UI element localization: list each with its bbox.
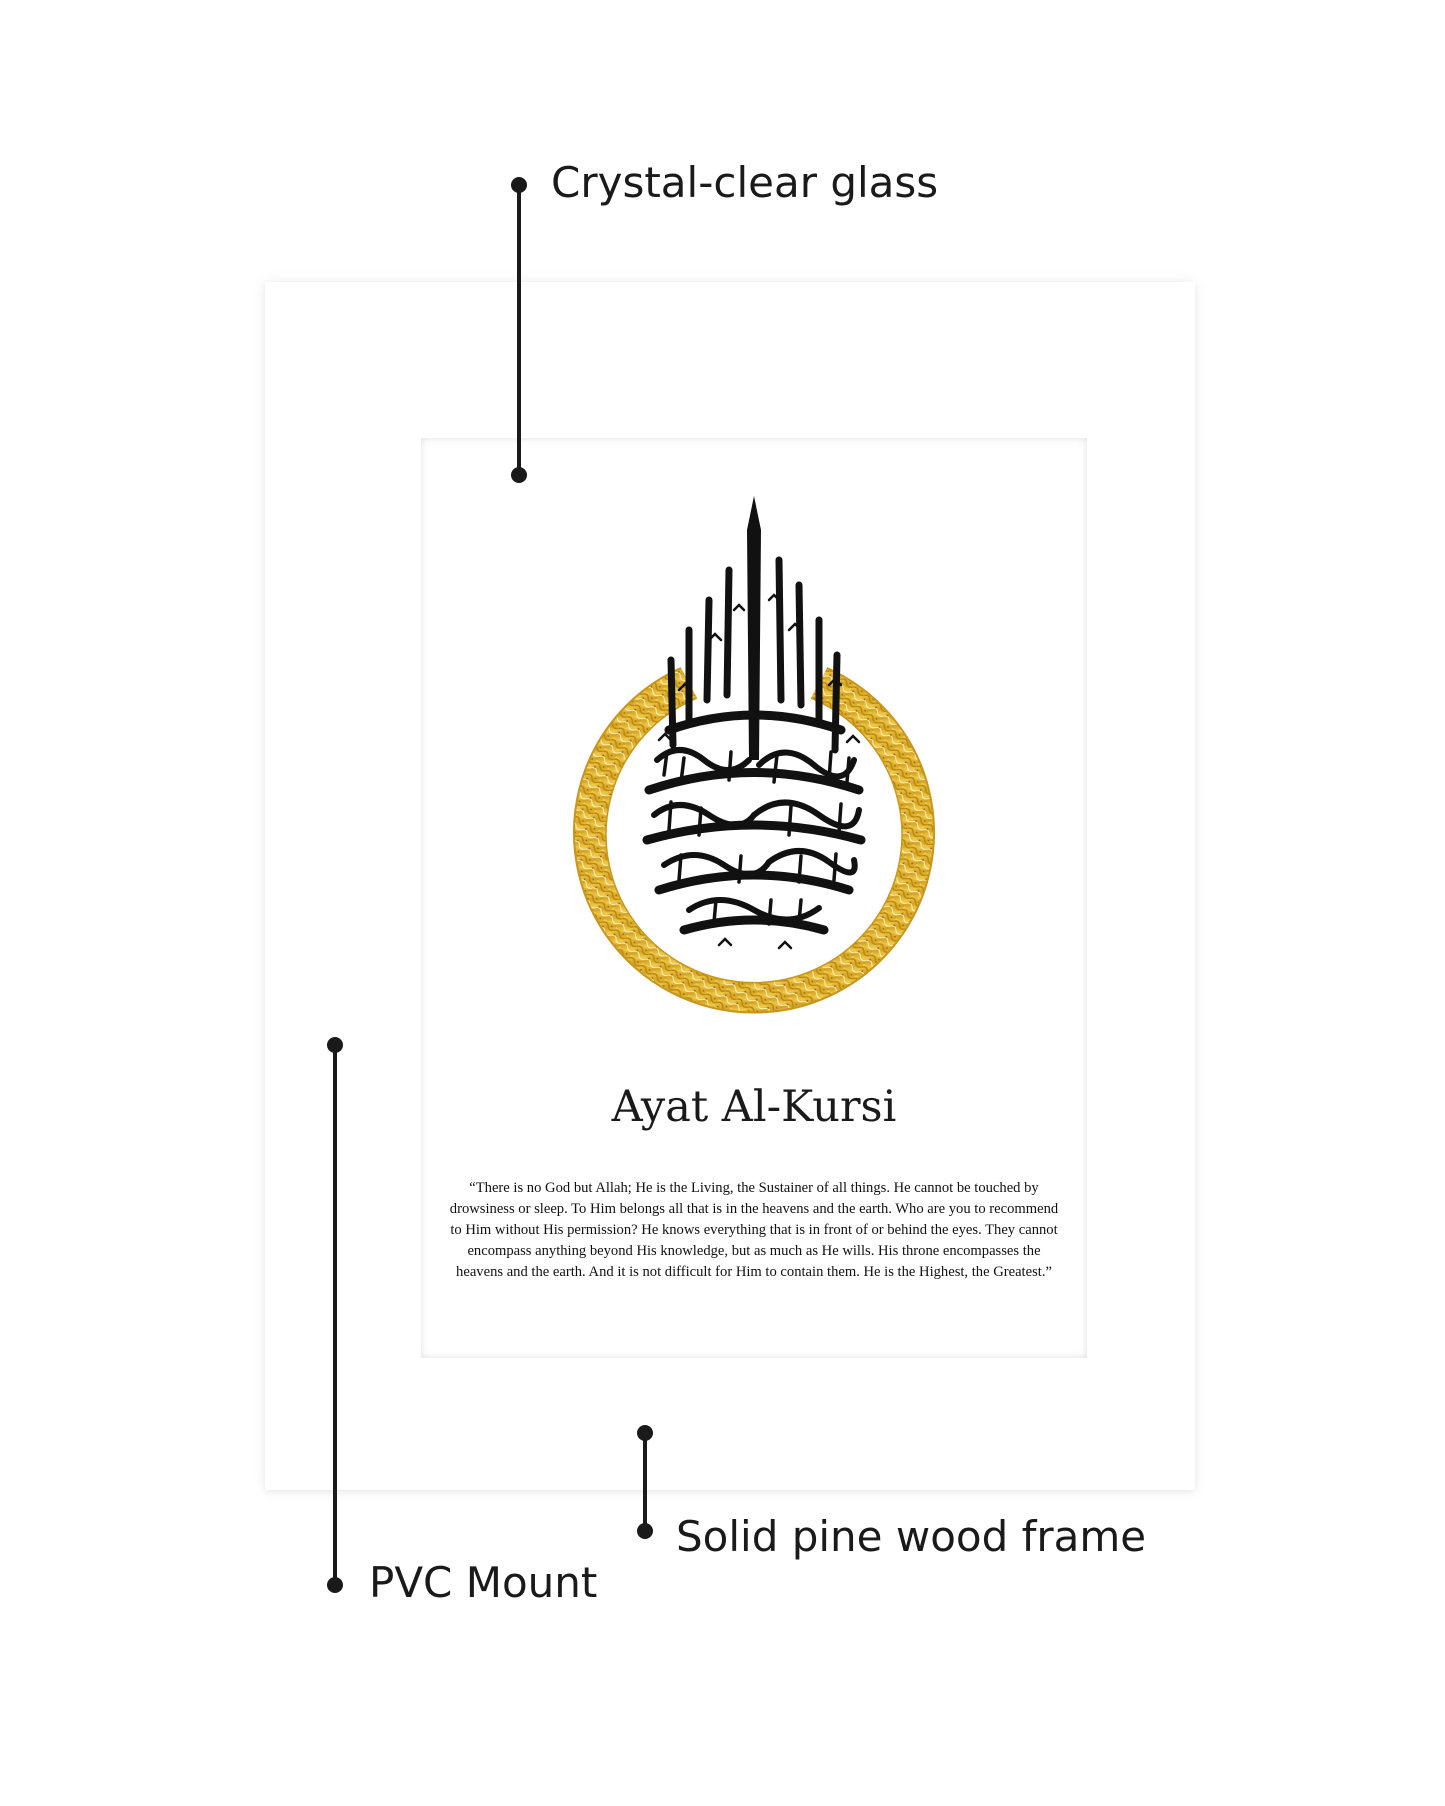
- pvc-mount: [297, 314, 1163, 1458]
- glass-callout-dot-bottom: [511, 467, 527, 483]
- print-verse-text: “There is no God but Allah; He is the Living, the Sustainer of all things. He cannot be touched by drowsiness or sleep. To Him belongs all that is in the heavens and the earth. Who are you to recommend to Him without His permission? He knows everything that is in front of or behind the eyes. They cannot encompass anything beyond His knowledge, but as much as He wills. His throne encompasses the heavens and the earth. And it is not difficult for Him to contain them. He is the Highest, the Greatest.”: [449, 1180, 1059, 1280]
- frame-callout-dot-bottom: [637, 1523, 653, 1539]
- frame-callout-label: Solid pine wood frame: [676, 1512, 1147, 1561]
- art-print: [421, 438, 1087, 1358]
- frame-rebate: [297, 314, 1163, 1458]
- glass-callout-line: [517, 185, 521, 475]
- picture-frame: [265, 282, 1195, 1490]
- print-title: Ayat Al-Kursi: [611, 1082, 897, 1132]
- mount-callout-label: PVC Mount: [369, 1558, 598, 1607]
- mount-callout-line: [333, 1045, 337, 1585]
- glass-callout-label: Crystal-clear glass: [551, 158, 939, 207]
- ayat-al-kursi-calligraphy: [529, 490, 979, 1050]
- frame-callout-line: [643, 1433, 647, 1531]
- mount-callout-dot-bottom: [327, 1577, 343, 1593]
- black-calligraphy: [647, 496, 861, 948]
